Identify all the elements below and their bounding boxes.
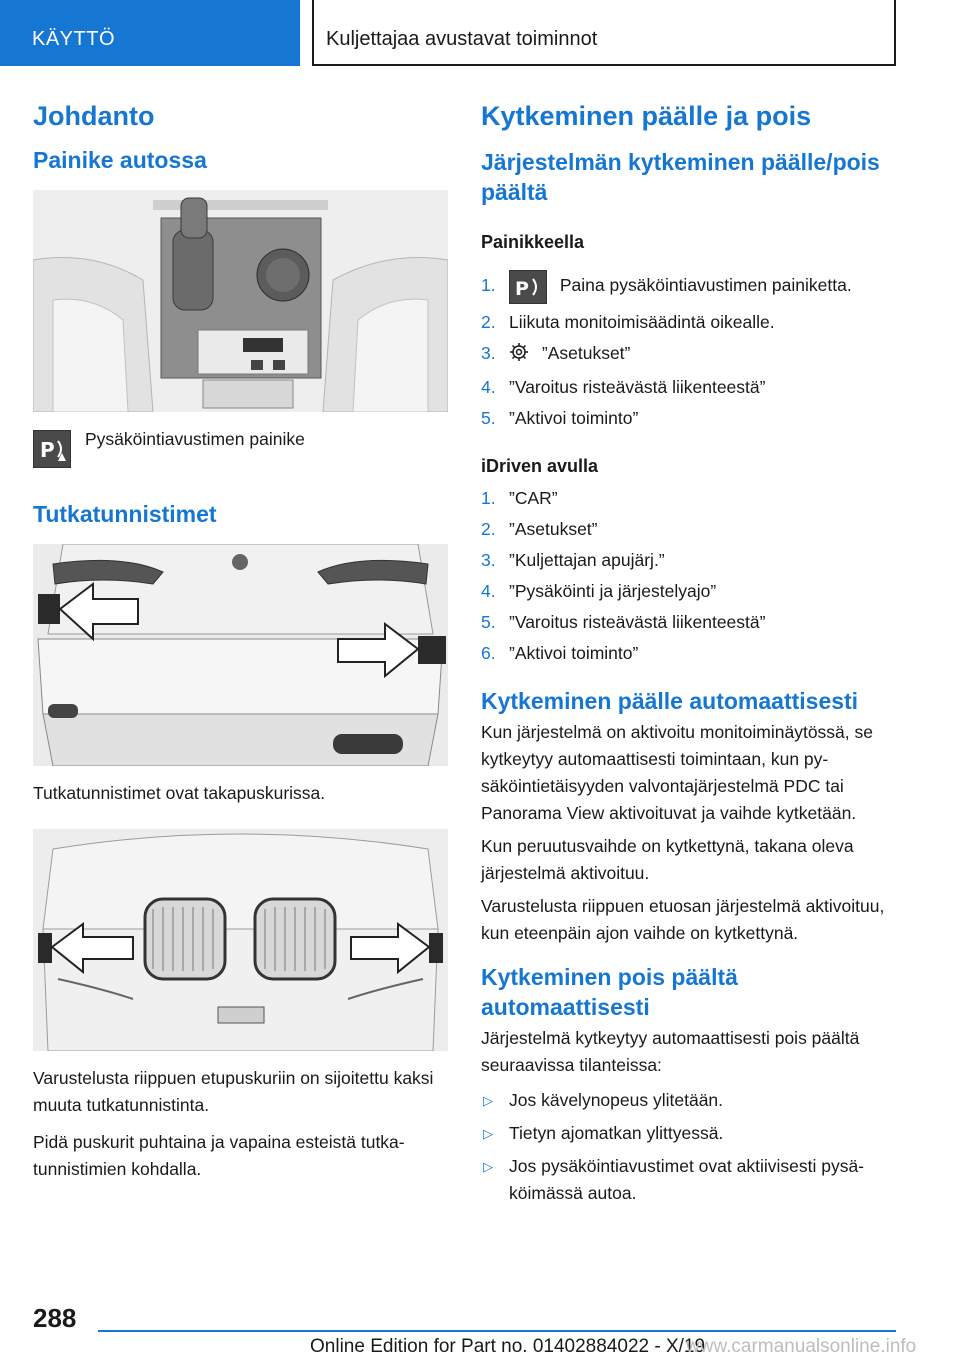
console-drawing <box>33 190 448 412</box>
auto-on-paragraph-1: Kun järjestelmä on aktivoitu monitoiminäytössä, se kytkeytyy automaattisesti toimintaan, kun pysäköintietäisyyden valvontajärjestelmä PDC tai Panorama View aktivoituvat ja vaihde kytketään. <box>481 722 873 824</box>
heading-auto-off: Kytkeminen pois päältä automaattisesti <box>481 964 738 1020</box>
heading-auto-on: Kytkeminen päälle automaattisesti <box>481 688 859 715</box>
edition-note: Online Edition for Part no. 01402884022 - X/19 <box>310 1336 706 1357</box>
heading-with-button: Painikkeella <box>481 232 585 253</box>
idrive-steps-list <box>481 483 901 669</box>
auto-on-paragraph-2: Kun peruutusvaihde on kytkettynä, takana oleva järjestelmä aktivoituu. <box>481 836 854 884</box>
auto-off-intro: Järjestelmä kytkeytyy automaattisesti pois päältä seuraavissa tilanteissa: <box>481 1027 860 1075</box>
left-column <box>33 100 448 1183</box>
footer-rule <box>98 1330 896 1332</box>
list-item: 3. ”Asetukset” <box>481 338 901 372</box>
list-item: 2. Liikuta monitoimisäädintä oikealle. <box>481 312 775 333</box>
chapter-label: Kuljettajaa avustavat toiminnot <box>326 28 598 50</box>
triangle-bullet-icon: ▷ <box>483 1158 493 1174</box>
list-item: ▷ Jos kävelynopeus ylitetään. <box>481 1087 901 1114</box>
clean-bumper-note: Pidä puskurit puhtaina ja vapaina esteistä tutkatunnistimien kohdalla. <box>33 1132 405 1180</box>
watermark: www.carmanualsonline.info <box>686 1336 917 1357</box>
heading-radar-sensors: Tutkatunnistimet <box>33 501 217 528</box>
title-switching: Kytkeminen päälle ja pois <box>481 101 812 131</box>
title-johdanto: Johdanto <box>33 101 155 131</box>
button-caption: Pysäköintiavustimen painike <box>85 429 305 450</box>
section-label: KÄYTTÖ <box>32 28 116 50</box>
list-item: ▷ Tietyn ajomatkan ylittyessä. <box>481 1120 901 1147</box>
park-assist-button-icon <box>33 430 71 468</box>
button-caption-row <box>33 430 448 474</box>
chapter-box <box>312 0 896 66</box>
front-bumper-drawing <box>33 829 448 1051</box>
list-item: 4. ”Pysäköinti ja järjestelyajo” <box>481 581 717 602</box>
list-item: 2. ”Asetukset” <box>481 519 598 540</box>
heading-system-on-off: Järjestelmän kytkeminen päälle/pois päältä <box>481 149 880 206</box>
right-column <box>481 100 901 1213</box>
triangle-bullet-icon: ▷ <box>483 1125 493 1141</box>
triangle-bullet-icon: ▷ <box>483 1092 493 1108</box>
heading-button-in-car: Painike autossa <box>33 147 207 174</box>
page-number: 288 <box>33 1303 77 1333</box>
list-item: 1. P Paina pysäköintiavustimen painiketta. <box>481 263 901 307</box>
page-header <box>0 0 960 66</box>
list-item: 4. ”Varoitus risteävästä liikenteestä” <box>481 377 766 398</box>
list-item: ▷ Jos pysäköintiavustimet ovat aktiivisesti pysäköimässä autoa. <box>481 1153 901 1207</box>
rear-sensor-caption: Tutkatunnistimet ovat takapuskurissa. <box>33 783 326 804</box>
park-assist-button-icon <box>509 270 547 304</box>
list-item: 5. ”Aktivoi toiminto” <box>481 408 639 429</box>
front-bumper-illustration <box>33 829 448 1051</box>
section-tab <box>0 0 300 66</box>
list-item: 6. ”Aktivoi toiminto” <box>481 643 639 664</box>
list-item: 5. ”Varoitus risteävästä liikenteestä” <box>481 612 766 633</box>
auto-off-list <box>481 1087 901 1207</box>
rear-bumper-drawing <box>33 544 448 766</box>
rear-bumper-illustration <box>33 544 448 766</box>
list-item: 1. ”CAR” <box>481 488 558 509</box>
front-sensor-caption: Varustelusta riippuen etupuskuriin on sijoitettu kaksi muuta tutkatunnistinta. <box>33 1068 434 1116</box>
auto-on-paragraph-3: Varustelusta riippuen etuosan järjestelmä aktivoituu, kun eteenpäin ajon vaihde on kytkettynä. <box>481 896 885 944</box>
svg-text:P: P <box>515 277 529 300</box>
svg-text:P: P <box>40 438 55 463</box>
list-item: 3. ”Kuljettajan apujärj.” <box>481 550 665 571</box>
console-illustration <box>33 190 448 412</box>
gear-icon <box>509 341 529 372</box>
button-steps-list <box>481 263 901 434</box>
heading-with-idrive: iDriven avulla <box>481 456 599 477</box>
